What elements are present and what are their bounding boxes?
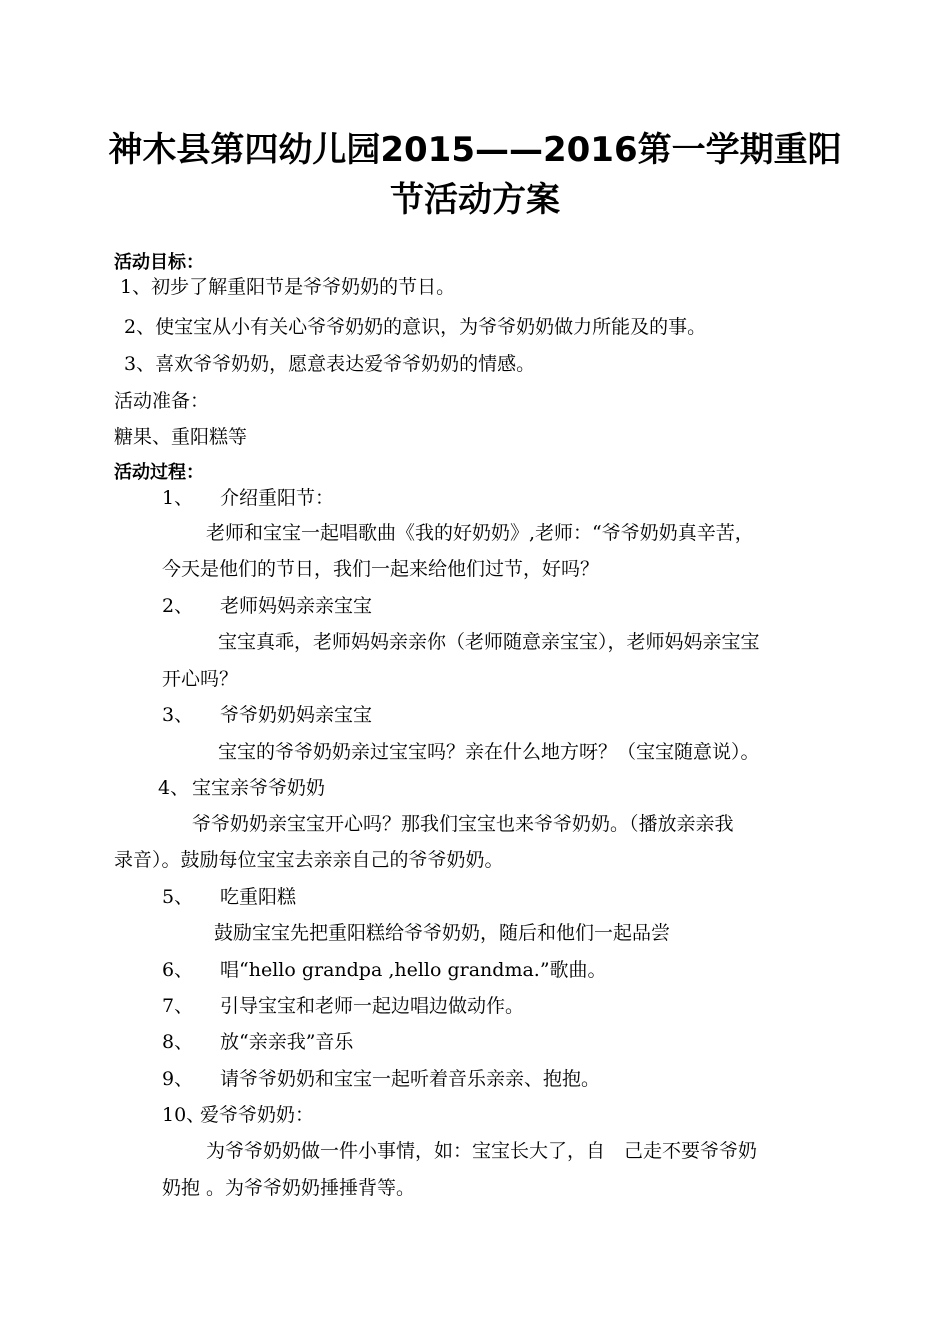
goal-item-2: 2、使宝宝从小有关心爷爷奶奶的意识，为爷爷奶奶做力所能及的事。 xyxy=(124,316,707,338)
step-3-title: 爷爷奶奶妈亲宝宝 xyxy=(220,704,373,726)
step-5-body-1: 鼓励宝宝先把重阳糕给爷爷奶奶，随后和他们一起品尝 xyxy=(214,922,671,944)
step-9-number: 9、 xyxy=(162,1068,194,1090)
step-3-number: 3、 xyxy=(162,704,194,726)
goals-heading: 活动目标： xyxy=(114,252,204,273)
step-4-body-1: 爷爷奶奶亲宝宝开心吗？那我们宝宝也来爷爷奶奶。（播放亲亲我 xyxy=(192,813,734,835)
step-2-number: 2、 xyxy=(162,595,194,617)
step-8-number: 8、 xyxy=(162,1031,194,1053)
prep-content: 糖果、重阳糕等 xyxy=(114,426,248,448)
document-title-line-2: 节活动方案 xyxy=(390,180,560,220)
step-4-number: 4、 xyxy=(158,777,190,799)
process-heading: 活动过程： xyxy=(114,462,204,483)
step-5-title: 吃重阳糕 xyxy=(220,886,297,908)
step-10-body-2: 奶抱 。为爷爷奶奶捶捶背等。 xyxy=(162,1177,416,1199)
step-4-title: 宝宝亲爷爷奶奶 xyxy=(192,777,326,799)
step-9-title: 请爷爷奶奶和宝宝一起听着音乐亲亲、抱抱。 xyxy=(220,1068,601,1090)
step-3-body-1: 宝宝的爷爷奶奶亲过宝宝吗？亲在什么地方呀？（宝宝随意说）。 xyxy=(218,741,760,763)
step-2-title: 老师妈妈亲亲宝宝 xyxy=(220,595,373,617)
step-7-number: 7、 xyxy=(162,995,194,1017)
document-title-line-1: 神木县第四幼儿园2015——2016第一学期重阳 xyxy=(108,130,842,170)
step-1-title: 介绍重阳节： xyxy=(220,487,335,509)
step-10-number: 10、 xyxy=(162,1104,206,1126)
step-8-title: 放“亲亲我”音乐 xyxy=(220,1031,354,1053)
prep-heading: 活动准备： xyxy=(114,390,210,412)
step-1-number: 1、 xyxy=(162,487,194,509)
step-10-body-1: 为爷爷奶奶做一件小事情，如：宝宝长大了，自 己走不要爷爷奶 xyxy=(206,1140,758,1162)
step-10-title: 爱爷爷奶奶： xyxy=(200,1104,315,1126)
step-1-body-1: 老师和宝宝一起唱歌曲《我的好奶奶》,老师：“爷爷奶奶真辛苦， xyxy=(206,522,754,544)
step-6-title: 唱“hello grandpa ,hello grandma.”歌曲。 xyxy=(220,959,607,981)
goal-item-3: 3、喜欢爷爷奶奶，愿意表达爱爷爷奶奶的情感。 xyxy=(124,353,536,375)
step-4-body-2: 录音）。鼓励每位宝宝去亲亲自己的爷爷奶奶。 xyxy=(114,849,504,871)
step-7-title: 引导宝宝和老师一起边唱边做动作。 xyxy=(220,995,525,1017)
step-2-body-2: 开心吗？ xyxy=(162,668,239,690)
step-2-body-1: 宝宝真乖，老师妈妈亲亲你（老师随意亲宝宝），老师妈妈亲宝宝 xyxy=(218,631,760,653)
step-1-body-2: 今天是他们的节日，我们一起来给他们过节，好吗？ xyxy=(162,558,600,580)
goal-item-1: 1、初步了解重阳节是爷爷奶奶的节日。 xyxy=(120,276,456,298)
step-5-number: 5、 xyxy=(162,886,194,908)
step-6-number: 6、 xyxy=(162,959,194,981)
